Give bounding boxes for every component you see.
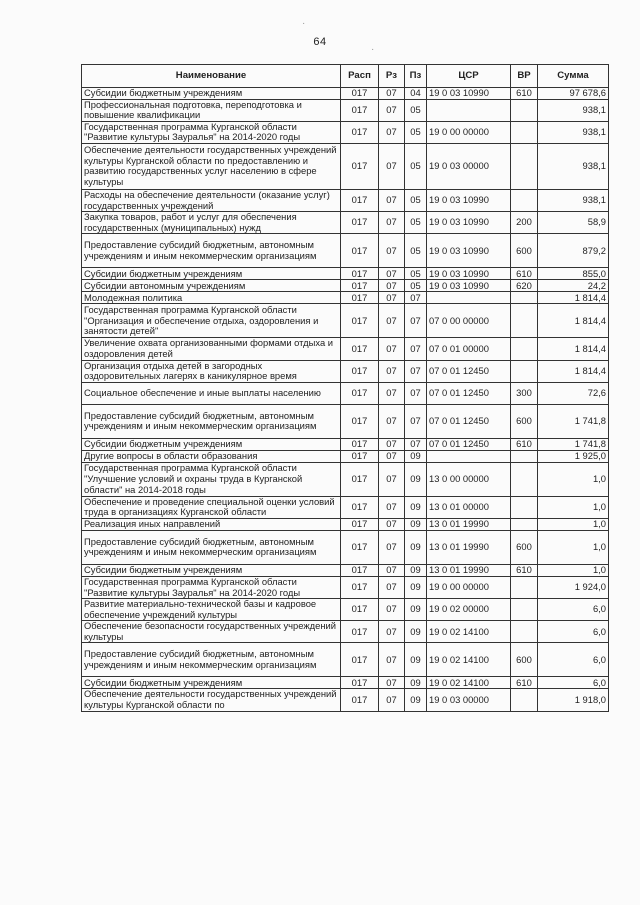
row-rz-cell: 07 (379, 382, 405, 404)
row-csr-cell: 07 0 01 12450 (427, 404, 511, 438)
table-row (82, 404, 609, 438)
row-vr-cell: 600 (511, 234, 538, 268)
table-row (82, 576, 609, 598)
row-rz-cell: 07 (379, 462, 405, 496)
row-csr-cell: 19 0 02 00000 (427, 599, 511, 621)
row-sum-cell: 1,0 (538, 518, 609, 530)
row-csr-cell: 19 0 03 00000 (427, 689, 511, 711)
row-vr-cell (511, 304, 538, 338)
row-rz-cell: 07 (379, 360, 405, 382)
table-row (82, 382, 609, 404)
row-pz-cell: 09 (405, 518, 427, 530)
row-vr-cell: 300 (511, 382, 538, 404)
row-rz-cell: 07 (379, 280, 405, 292)
row-rz-cell: 07 (379, 621, 405, 643)
row-sum-cell: 938,1 (538, 189, 609, 211)
row-name-cell: Субсидии бюджетным учреждениям (82, 438, 341, 450)
row-pz-cell: 05 (405, 280, 427, 292)
row-rz-cell: 07 (379, 212, 405, 234)
row-rasp-cell: 017 (341, 621, 379, 643)
row-csr-cell: 19 0 00 00000 (427, 121, 511, 143)
row-vr-cell: 610 (511, 88, 538, 100)
row-rasp-cell: 017 (341, 518, 379, 530)
row-rz-cell: 07 (379, 643, 405, 677)
row-name-cell: Другие вопросы в области образования (82, 450, 341, 462)
row-rasp-cell: 017 (341, 99, 379, 121)
row-pz-cell: 07 (405, 338, 427, 360)
row-pz-cell: 09 (405, 450, 427, 462)
row-rz-cell: 07 (379, 576, 405, 598)
row-sum-cell: 938,1 (538, 121, 609, 143)
table-row (82, 268, 609, 280)
row-csr-cell: 19 0 03 10990 (427, 189, 511, 211)
table-row (82, 280, 609, 292)
row-vr-cell (511, 292, 538, 304)
row-name-cell: Организация отдыха детей в загородных оздоровительных лагерях в каникулярное время (82, 360, 341, 382)
row-rasp-cell: 017 (341, 599, 379, 621)
row-sum-cell: 58,9 (538, 212, 609, 234)
row-rasp-cell: 017 (341, 212, 379, 234)
row-sum-cell: 6,0 (538, 677, 609, 689)
row-csr-cell: 13 0 01 00000 (427, 496, 511, 518)
table-row (82, 621, 609, 643)
scan-mark: · (371, 44, 375, 55)
row-name-cell: Предоставление субсидий бюджетным, автономным учреждениям и иным некоммерческим организациям (82, 643, 341, 677)
row-csr-cell: 19 0 03 10990 (427, 88, 511, 100)
row-sum-cell: 6,0 (538, 599, 609, 621)
row-vr-cell: 600 (511, 404, 538, 438)
row-rz-cell: 07 (379, 677, 405, 689)
row-rz-cell: 07 (379, 304, 405, 338)
row-csr-cell: 13 0 01 19990 (427, 564, 511, 576)
row-pz-cell: 07 (405, 404, 427, 438)
row-name-cell: Обеспечение деятельности государственных учреждений культуры Курганской области по предоставлению и развитию государственных услуг населению в сфере культуры (82, 143, 341, 189)
row-name-cell: Субсидии бюджетным учреждениям (82, 268, 341, 280)
row-name-cell: Реализация иных направлений (82, 518, 341, 530)
row-vr-cell (511, 450, 538, 462)
table-row (82, 360, 609, 382)
row-vr-cell (511, 121, 538, 143)
row-sum-cell: 24,2 (538, 280, 609, 292)
row-rasp-cell: 017 (341, 280, 379, 292)
row-pz-cell: 07 (405, 360, 427, 382)
row-rasp-cell: 017 (341, 234, 379, 268)
row-csr-cell: 19 0 03 00000 (427, 143, 511, 189)
table-row (82, 99, 609, 121)
row-name-cell: Субсидии бюджетным учреждениям (82, 88, 341, 100)
row-name-cell: Обеспечение безопасности государственных учреждений культуры (82, 621, 341, 643)
table-row (82, 438, 609, 450)
row-rasp-cell: 017 (341, 677, 379, 689)
row-pz-cell: 05 (405, 268, 427, 280)
row-pz-cell: 07 (405, 438, 427, 450)
row-vr-cell: 620 (511, 280, 538, 292)
row-rasp-cell: 017 (341, 88, 379, 100)
row-rz-cell: 07 (379, 599, 405, 621)
row-vr-cell (511, 576, 538, 598)
row-vr-cell (511, 462, 538, 496)
row-csr-cell: 07 0 01 00000 (427, 338, 511, 360)
row-pz-cell: 09 (405, 677, 427, 689)
row-rz-cell: 07 (379, 268, 405, 280)
table-row (82, 121, 609, 143)
row-name-cell: Субсидии бюджетным учреждениям (82, 564, 341, 576)
row-vr-cell (511, 621, 538, 643)
table-row (82, 564, 609, 576)
row-rz-cell: 07 (379, 530, 405, 564)
row-pz-cell: 09 (405, 599, 427, 621)
row-rasp-cell: 017 (341, 462, 379, 496)
table-row (82, 143, 609, 189)
row-pz-cell: 04 (405, 88, 427, 100)
row-sum-cell: 1 814,4 (538, 304, 609, 338)
row-name-cell: Государственная программа Курганской области "Развитие культуры Зауралья" на 2014-2020 годы (82, 576, 341, 598)
budget-table (81, 64, 609, 712)
row-pz-cell: 09 (405, 643, 427, 677)
row-sum-cell: 938,1 (538, 143, 609, 189)
row-csr-cell: 13 0 01 19990 (427, 518, 511, 530)
row-vr-cell (511, 189, 538, 211)
row-pz-cell: 09 (405, 689, 427, 711)
row-sum-cell: 97 678,6 (538, 88, 609, 100)
table-row (82, 462, 609, 496)
row-name-cell: Предоставление субсидий бюджетным, автономным учреждениям и иным некоммерческим организациям (82, 234, 341, 268)
row-sum-cell: 855,0 (538, 268, 609, 280)
scan-mark: · (302, 18, 306, 29)
row-pz-cell: 07 (405, 292, 427, 304)
row-rz-cell: 07 (379, 404, 405, 438)
row-csr-cell (427, 292, 511, 304)
row-vr-cell: 610 (511, 677, 538, 689)
row-name-cell: Субсидии бюджетным учреждениям (82, 677, 341, 689)
header-vr: ВР (511, 65, 538, 88)
row-csr-cell: 19 0 03 10990 (427, 268, 511, 280)
header-csr: ЦСР (427, 65, 511, 88)
row-sum-cell: 879,2 (538, 234, 609, 268)
row-pz-cell: 07 (405, 382, 427, 404)
table-row (82, 338, 609, 360)
row-name-cell: Молодежная политика (82, 292, 341, 304)
row-rasp-cell: 017 (341, 304, 379, 338)
row-csr-cell: 19 0 03 10990 (427, 234, 511, 268)
row-vr-cell (511, 599, 538, 621)
row-pz-cell: 09 (405, 496, 427, 518)
row-csr-cell: 07 0 01 12450 (427, 438, 511, 450)
row-sum-cell: 1 741,8 (538, 438, 609, 450)
table-row (82, 599, 609, 621)
row-pz-cell: 07 (405, 304, 427, 338)
row-sum-cell: 1,0 (538, 462, 609, 496)
row-rasp-cell: 017 (341, 382, 379, 404)
row-name-cell: Государственная программа Курганской области "Улучшение условий и охраны труда в Курганской области" на 2014-2018 годы (82, 462, 341, 496)
row-rz-cell: 07 (379, 143, 405, 189)
row-sum-cell: 6,0 (538, 621, 609, 643)
row-sum-cell: 1 741,8 (538, 404, 609, 438)
page-number: 64 (313, 36, 327, 48)
row-sum-cell: 1 814,4 (538, 338, 609, 360)
row-csr-cell: 19 0 02 14100 (427, 643, 511, 677)
row-vr-cell (511, 496, 538, 518)
row-name-cell: Социальное обеспечение и иные выплаты населению (82, 382, 341, 404)
row-sum-cell: 1,0 (538, 564, 609, 576)
row-csr-cell (427, 450, 511, 462)
row-pz-cell: 09 (405, 462, 427, 496)
row-rasp-cell: 017 (341, 189, 379, 211)
row-rz-cell: 07 (379, 496, 405, 518)
row-rz-cell: 07 (379, 88, 405, 100)
row-csr-cell: 19 0 02 14100 (427, 677, 511, 689)
row-pz-cell: 09 (405, 564, 427, 576)
row-name-cell: Обеспечение и проведение специальной оценки условий труда в организациях Курганской области (82, 496, 341, 518)
row-name-cell: Предоставление субсидий бюджетным, автономным учреждениям и иным некоммерческим организациям (82, 530, 341, 564)
row-rz-cell: 07 (379, 689, 405, 711)
row-sum-cell: 1,0 (538, 496, 609, 518)
row-name-cell: Обеспечение деятельности государственных учреждений культуры Курганской области по (82, 689, 341, 711)
row-rz-cell: 07 (379, 450, 405, 462)
row-name-cell: Предоставление субсидий бюджетным, автономным учреждениям и иным некоммерческим организациям (82, 404, 341, 438)
row-vr-cell (511, 143, 538, 189)
table-row (82, 450, 609, 462)
row-vr-cell: 200 (511, 212, 538, 234)
row-csr-cell: 13 0 00 00000 (427, 462, 511, 496)
row-rz-cell: 07 (379, 99, 405, 121)
row-rasp-cell: 017 (341, 404, 379, 438)
header-rasp: Расп (341, 65, 379, 88)
row-csr-cell: 13 0 01 19990 (427, 530, 511, 564)
row-rasp-cell: 017 (341, 360, 379, 382)
row-sum-cell: 1 924,0 (538, 576, 609, 598)
row-csr-cell: 19 0 03 10990 (427, 280, 511, 292)
row-csr-cell: 07 0 01 12450 (427, 382, 511, 404)
row-name-cell: Расходы на обеспечение деятельности (оказание услуг) государственных учреждений (82, 189, 341, 211)
header-name: Наименование (82, 65, 341, 88)
row-csr-cell: 07 0 01 12450 (427, 360, 511, 382)
row-sum-cell: 1 925,0 (538, 450, 609, 462)
row-rz-cell: 07 (379, 292, 405, 304)
row-name-cell: Увеличение охвата организованными формами отдыха и оздоровления детей (82, 338, 341, 360)
row-sum-cell: 72,6 (538, 382, 609, 404)
row-rasp-cell: 017 (341, 450, 379, 462)
row-rasp-cell: 017 (341, 530, 379, 564)
row-name-cell: Государственная программа Курганской области "Организация и обеспечение отдыха, оздоровления и занятости детей" (82, 304, 341, 338)
row-csr-cell: 19 0 03 10990 (427, 212, 511, 234)
row-vr-cell (511, 338, 538, 360)
row-name-cell: Профессиональная подготовка, переподготовка и повышение квалификации (82, 99, 341, 121)
row-pz-cell: 09 (405, 621, 427, 643)
row-vr-cell: 610 (511, 438, 538, 450)
header-pz: Пз (405, 65, 427, 88)
row-pz-cell: 05 (405, 234, 427, 268)
row-rz-cell: 07 (379, 121, 405, 143)
table-row (82, 689, 609, 711)
row-vr-cell: 610 (511, 268, 538, 280)
table-row (82, 189, 609, 211)
row-pz-cell: 05 (405, 121, 427, 143)
table-row (82, 292, 609, 304)
row-rz-cell: 07 (379, 338, 405, 360)
row-vr-cell: 600 (511, 643, 538, 677)
row-sum-cell: 938,1 (538, 99, 609, 121)
row-rasp-cell: 017 (341, 338, 379, 360)
row-sum-cell: 1 918,0 (538, 689, 609, 711)
row-name-cell: Субсидии автономным учреждениям (82, 280, 341, 292)
row-rasp-cell: 017 (341, 576, 379, 598)
row-pz-cell: 05 (405, 212, 427, 234)
row-vr-cell: 610 (511, 564, 538, 576)
row-rz-cell: 07 (379, 234, 405, 268)
row-csr-cell: 19 0 02 14100 (427, 621, 511, 643)
row-rz-cell: 07 (379, 564, 405, 576)
table-row (82, 496, 609, 518)
row-name-cell: Государственная программа Курганской области "Развитие культуры Зауралья" на 2014-2020 годы (82, 121, 341, 143)
table-row (82, 518, 609, 530)
table-row (82, 643, 609, 677)
table-row (82, 677, 609, 689)
row-rz-cell: 07 (379, 189, 405, 211)
row-rasp-cell: 017 (341, 292, 379, 304)
row-csr-cell (427, 99, 511, 121)
row-pz-cell: 05 (405, 99, 427, 121)
table-body (82, 88, 609, 712)
row-name-cell: Развитие материально-технической базы и кадровое обеспечение учреждений культуры (82, 599, 341, 621)
row-pz-cell: 05 (405, 189, 427, 211)
table-row (82, 304, 609, 338)
row-rasp-cell: 017 (341, 121, 379, 143)
row-rz-cell: 07 (379, 438, 405, 450)
row-pz-cell: 09 (405, 530, 427, 564)
table-row (82, 212, 609, 234)
row-csr-cell: 19 0 00 00000 (427, 576, 511, 598)
row-rz-cell: 07 (379, 518, 405, 530)
row-vr-cell (511, 99, 538, 121)
row-vr-cell (511, 360, 538, 382)
row-vr-cell (511, 689, 538, 711)
row-sum-cell: 1,0 (538, 530, 609, 564)
row-sum-cell: 1 814,4 (538, 360, 609, 382)
header-rz: Рз (379, 65, 405, 88)
table-row (82, 234, 609, 268)
row-sum-cell: 1 814,4 (538, 292, 609, 304)
row-name-cell: Закупка товаров, работ и услуг для обеспечения государственных (муниципальных) нужд (82, 212, 341, 234)
table-row (82, 88, 609, 100)
table-header-row (82, 65, 609, 88)
row-rasp-cell: 017 (341, 496, 379, 518)
row-pz-cell: 09 (405, 576, 427, 598)
row-vr-cell: 600 (511, 530, 538, 564)
row-rasp-cell: 017 (341, 643, 379, 677)
row-rasp-cell: 017 (341, 143, 379, 189)
row-pz-cell: 05 (405, 143, 427, 189)
row-rasp-cell: 017 (341, 438, 379, 450)
row-rasp-cell: 017 (341, 268, 379, 280)
row-csr-cell: 07 0 00 00000 (427, 304, 511, 338)
row-vr-cell (511, 518, 538, 530)
row-sum-cell: 6,0 (538, 643, 609, 677)
row-rasp-cell: 017 (341, 689, 379, 711)
header-sum: Сумма (538, 65, 609, 88)
table-row (82, 530, 609, 564)
row-rasp-cell: 017 (341, 564, 379, 576)
